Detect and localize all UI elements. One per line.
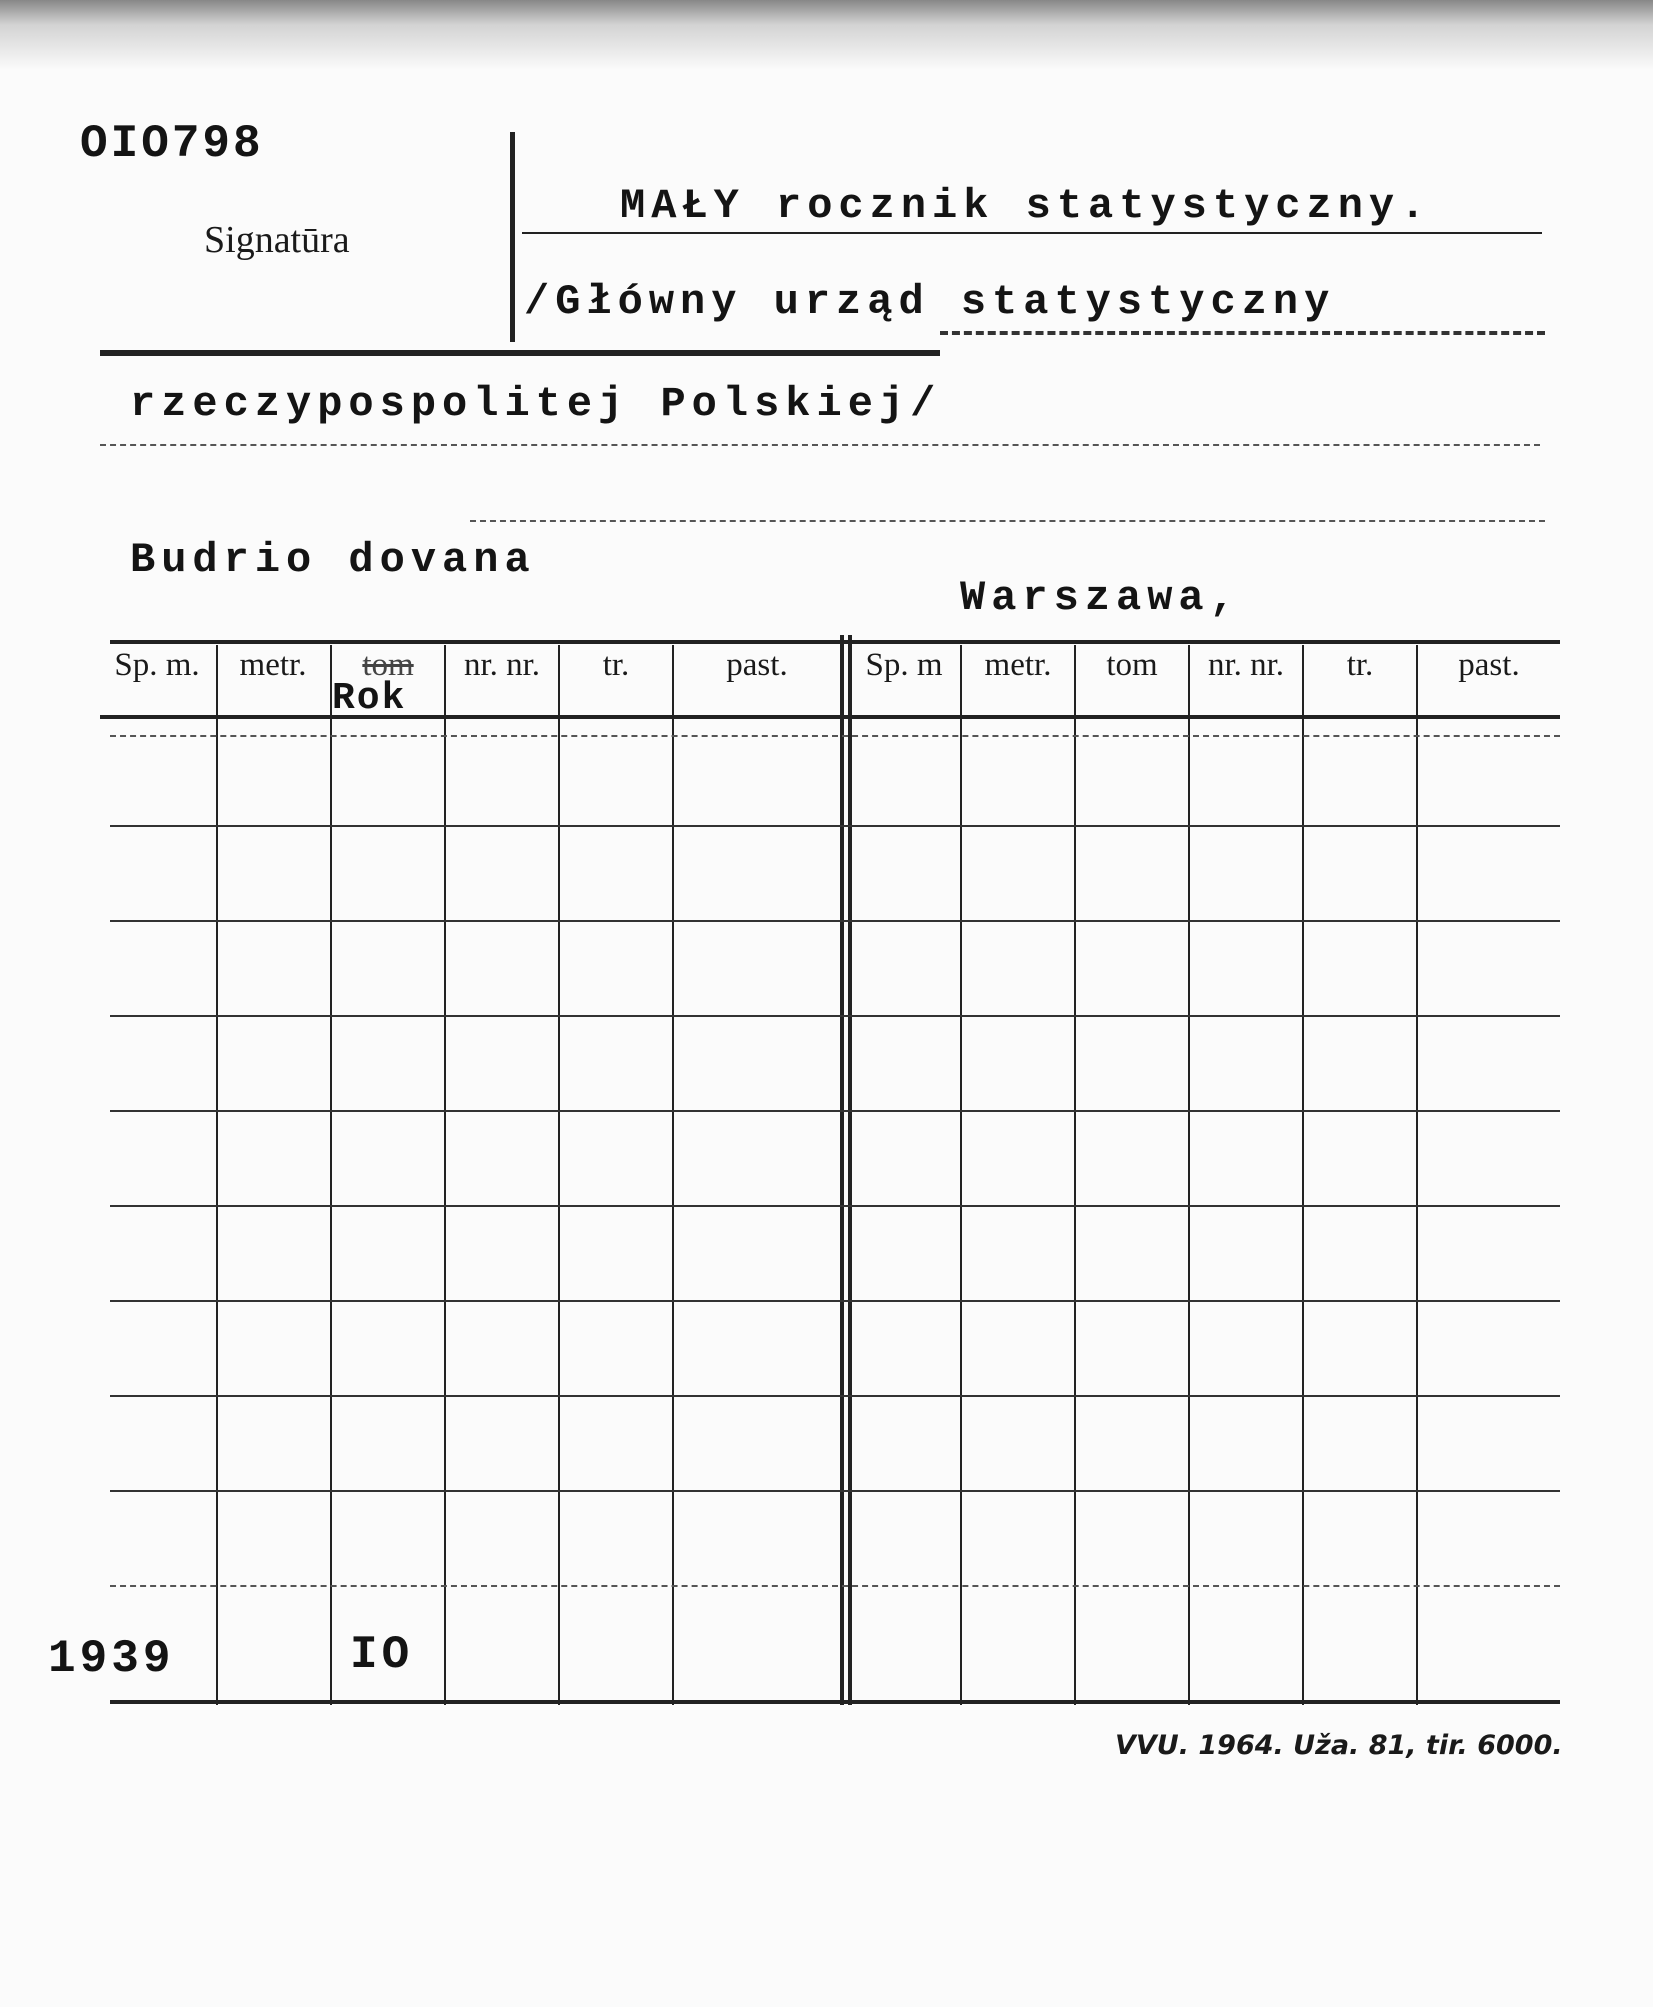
header-tom-left: tom (362, 646, 414, 683)
row-rule-4 (110, 1015, 1560, 1017)
volume-entry: IO (350, 1629, 414, 1681)
row-rule-10 (110, 1585, 1560, 1587)
rok-stamp: Rok (332, 677, 407, 720)
row-rule-2 (110, 825, 1560, 827)
title-underline-1 (522, 232, 1542, 234)
year-entry: 1939 (48, 1633, 175, 1685)
row-rule-5 (110, 1110, 1560, 1112)
header-sp-m-right: Sp. m (865, 646, 943, 683)
row-rule-8 (110, 1395, 1560, 1397)
header-tr-left: tr. (602, 646, 630, 683)
col-line-9 (1188, 645, 1190, 1705)
header-past-right: past. (1458, 646, 1520, 683)
col-line-4 (558, 645, 560, 1705)
building-name: Budrio dovana (130, 536, 536, 584)
scan-edge-shadow (0, 0, 1653, 70)
row-rule-7 (110, 1300, 1560, 1302)
table-bottom-rule (110, 1700, 1560, 1704)
col-line-11 (1416, 645, 1418, 1705)
col-line-3 (444, 645, 446, 1705)
city: Warszawa, (960, 574, 1241, 622)
signature-label: Signatūra (204, 219, 350, 261)
center-double-line-a (840, 635, 844, 1705)
header-metr-left: metr. (239, 646, 307, 683)
col-line-1 (216, 645, 218, 1705)
row-rule-6 (110, 1205, 1560, 1207)
title-line-3: rzeczypospolitej Polskiej/ (130, 380, 942, 428)
header-rule (100, 350, 940, 356)
ledger-table (48, 615, 1560, 1715)
center-double-line-b (848, 635, 852, 1705)
table-header-rule (100, 715, 1560, 719)
row-rule-3 (110, 920, 1560, 922)
header-rule-cont (940, 331, 1545, 335)
header-sp-m-left: Sp. m. (114, 646, 200, 683)
building-rule (470, 520, 1545, 522)
title-line-2: /Główny urząd statystyczny (524, 278, 1336, 326)
header-nr-left: nr. nr. (463, 646, 541, 683)
col-line-5 (672, 645, 674, 1705)
header-divider (510, 132, 515, 342)
col-line-7 (960, 645, 962, 1705)
catalog-number: OIO798 (80, 118, 264, 170)
row-rule-1 (110, 735, 1560, 737)
header-past-left: past. (726, 646, 788, 683)
print-note: VVU. 1964. Uža. 81, tir. 6000. (1115, 1730, 1563, 1761)
row-rule-9 (110, 1490, 1560, 1492)
col-line-8 (1074, 645, 1076, 1705)
header-nr-right: nr. nr. (1207, 646, 1285, 683)
header-metr-right: metr. (984, 646, 1052, 683)
header-tom-right: tom (1106, 646, 1158, 683)
col-line-2 (330, 645, 332, 1705)
col-line-10 (1302, 645, 1304, 1705)
header-tr-right: tr. (1346, 646, 1374, 683)
title-underline-3 (100, 444, 1540, 446)
title-line-1: MAŁY rocznik statystyczny. (620, 182, 1432, 230)
